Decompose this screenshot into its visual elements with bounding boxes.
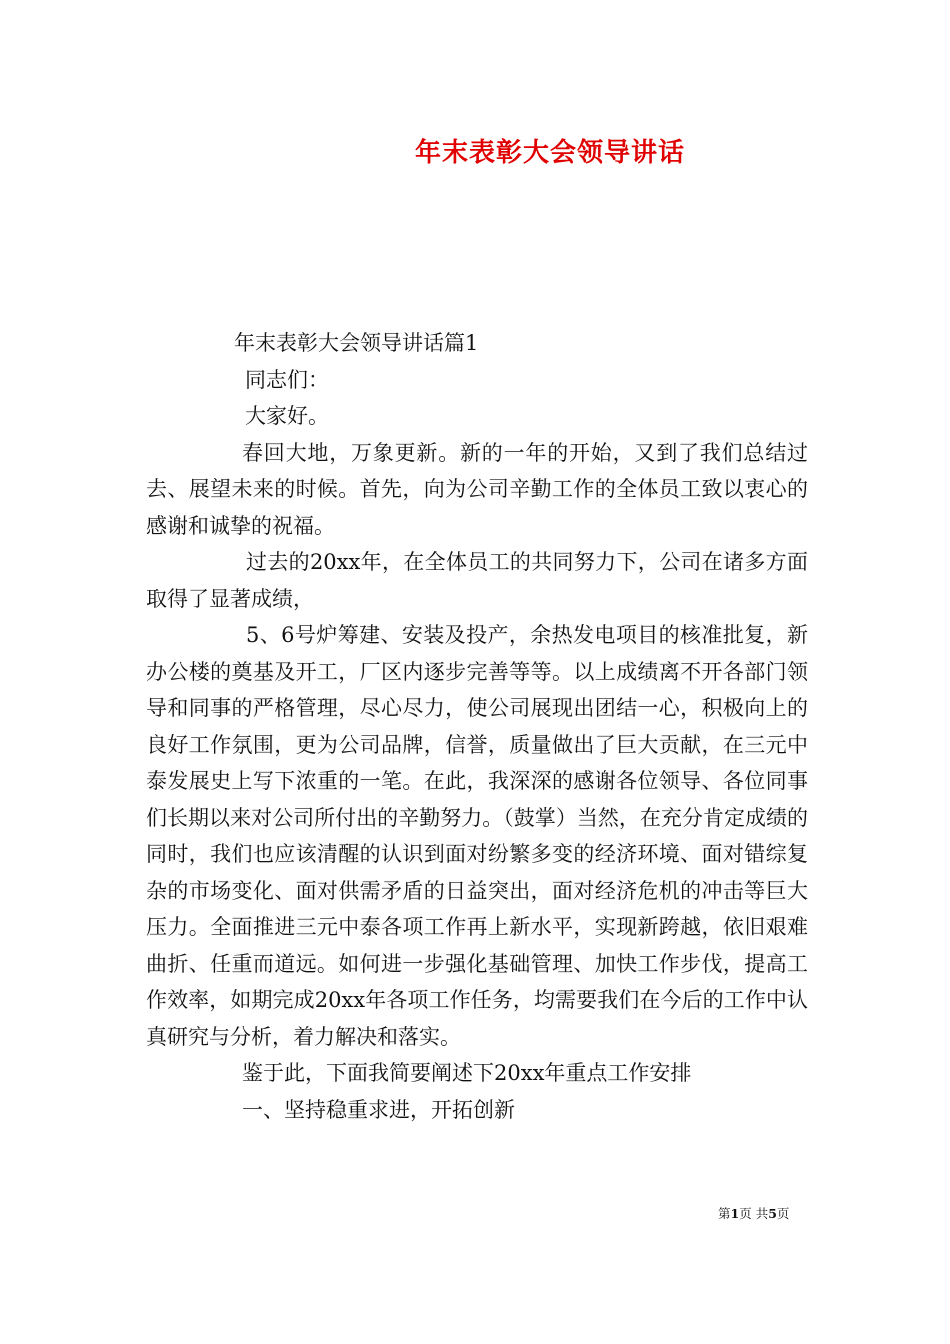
paragraph-achievements-detail: 5、6号炉筹建、安装及投产，余热发电项目的核准批复，新办公楼的奠基及开工，厂区内逐步完善等等。以上成绩离不开各部门领导和同事的严格管理，尽心尽力，使公司展现出团结一心，积极向上的良好工作氛围，更为公司品牌，信誉，质量做出了巨大贡献，在三元中泰发展史上写下浓重的一笔。在此，我深深的感谢各位领导、各位同事们长期以来对公司所付出的辛勤努力。（鼓掌）当然，在充分肯定成绩的同时，我们也应该清醒的认识到面对纷繁多变的经济环境、面对错综复杂的市场变化、面对供需矛盾的日益突出，面对经济危机的冲击等巨大压力。全面推进三元中泰各项工作再上新水平，实现新跨越，依旧艰难曲折、任重而道远。如何进一步强化基础管理、加快工作步伐，提高工作效率，如期完成20xx年各项工作任务，均需要我们在今后的工作中认真研究与分析，着力解决和落实。 [146, 623, 808, 1049]
footer-total-pages: 5 [768, 1206, 777, 1221]
footer-current-page: 1 [730, 1206, 740, 1221]
greeting: 大家好。 [245, 404, 329, 428]
footer-prefix: 第 [718, 1206, 731, 1221]
document-body [146, 325, 808, 1128]
page-footer [718, 1204, 789, 1222]
list-item-heading: 一、坚持稳重求进，开拓创新 [242, 1097, 515, 1122]
paragraph-achievements-intro: 过去的20xx年，在全体员工的共同努力下，公司在诸多方面取得了显著成绩， [146, 550, 808, 611]
footer-middle: 页 共 [739, 1206, 769, 1221]
document-title: 年末表彰大会领导讲话 [414, 138, 685, 168]
footer-suffix: 页 [776, 1206, 790, 1221]
section-heading: 年末表彰大会领导讲话篇1 [234, 331, 479, 355]
salutation: 同志们： [245, 367, 329, 392]
paragraph-opening: 春回大地，万象更新。新的一年的开始，又到了我们总结过去、展望未来的时候。首先，向为公司辛勤工作的全体员工致以衷心的感谢和诚挚的祝福。 [146, 440, 808, 538]
paragraph-transition: 鉴于此，下面我简要阐述下20xx年重点工作安排 [242, 1061, 692, 1085]
